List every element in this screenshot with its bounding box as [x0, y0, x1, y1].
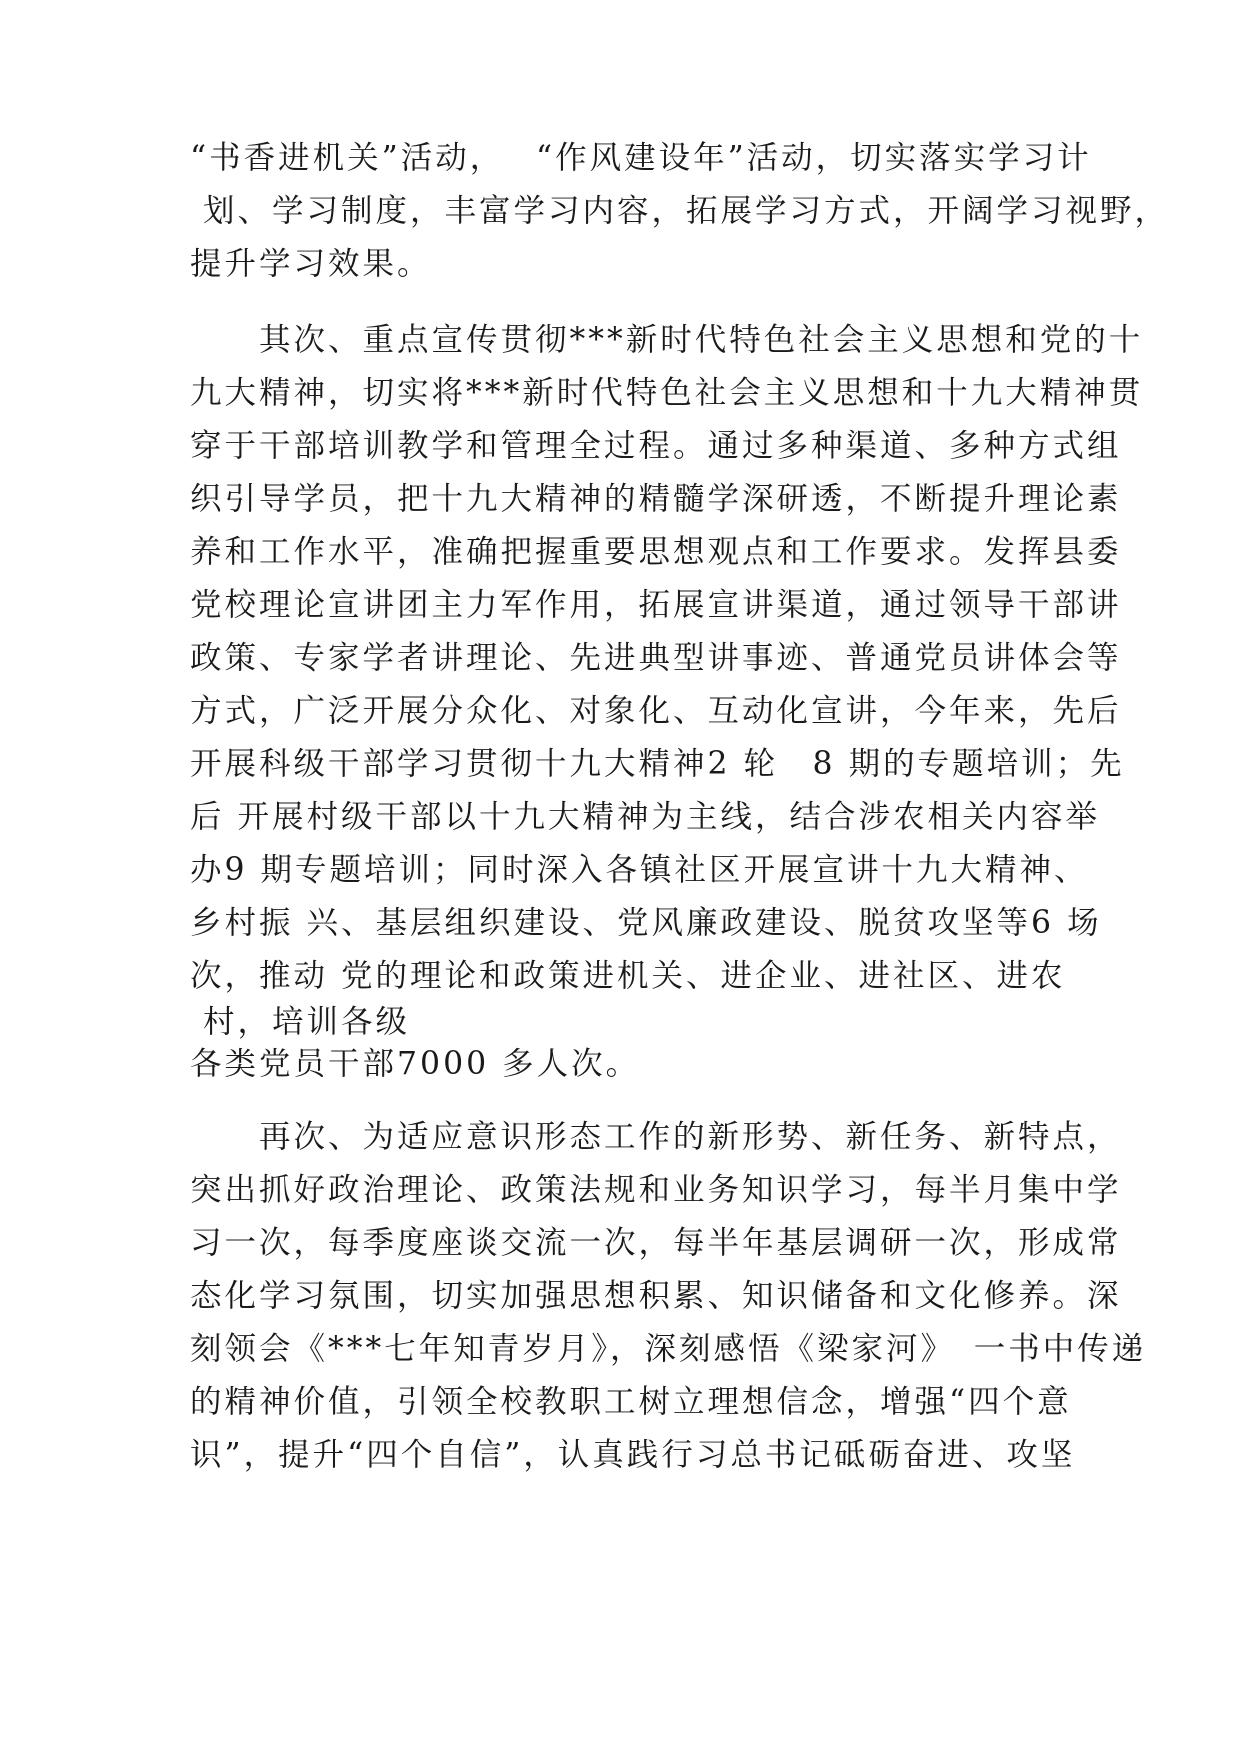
paragraph-2-line-14: 村，培训各级: [190, 1004, 411, 1040]
paragraph-2-line-10: 后 开展村级干部以十九大精神为主线，结合涉农相关内容举: [190, 799, 1101, 835]
paragraph-3-line-3: 习一次，每季度座谈交流一次，每半年基层调研一次，形成常: [190, 1225, 1122, 1261]
paragraph-2-line-4: 织引导学员，把十九大精神的精髓学深研透，不断提升理论素: [190, 481, 1122, 517]
paragraph-2-line-2: 九大精神，切实将***新时代特色社会主义思想和十九大精神贯: [190, 375, 1144, 411]
paragraph-2-line-3: 穿于干部培训教学和管理全过程。通过多种渠道、多种方式组: [190, 428, 1122, 464]
paragraph-3-line-5: 刻领会《***七年知青岁月》，深刻感悟《梁家河》 一书中传递: [190, 1331, 1147, 1367]
paragraph-3-line-4: 态化学习氛围，切实加强思想积累、知识储备和文化修养。深: [190, 1278, 1122, 1314]
paragraph-2-line-13: 次，推动 党的理论和政策进机关、进企业、进社区、进农: [190, 958, 1066, 994]
paragraph-1-line-2: 划、学习制度，丰富学习内容，拓展学习方式，开阔学习视野，: [190, 193, 1170, 229]
paragraph-3-line-7: 识”，提升“四个自信”，认真践行习总书记砥砺奋进、攻坚: [190, 1437, 1076, 1473]
paragraph-3-line-6: 的精神价值，引领全校教职工树立理想信念，增强“四个意: [190, 1384, 1072, 1420]
paragraph-2-line-7: 政策、专家学者讲理论、先进典型讲事迹、普通党员讲体会等: [190, 640, 1122, 676]
paragraph-2-line-15: 各类党员干部7000 多人次。: [190, 1046, 641, 1082]
paragraph-2-line-8: 方式，广泛开展分众化、对象化、互动化宣讲，今年来，先后: [190, 693, 1122, 729]
paragraph-2-line-6: 党校理论宣讲团主力军作用，拓展宣讲渠道，通过领导干部讲: [190, 587, 1122, 623]
paragraph-2-line-11: 办9 期专题培训；同时深入各镇社区开展宣讲十九大精神、: [190, 852, 1089, 888]
paragraph-3-line-2: 突出抓好政治理论、政策法规和业务知识学习，每半月集中学: [190, 1172, 1122, 1208]
paragraph-2-line-1: 其次、重点宣传贯彻***新时代特色社会主义思想和党的十: [190, 322, 1144, 358]
paragraph-3-line-1: 再次、为适应意识形态工作的新形势、新任务、新特点，: [190, 1119, 1122, 1155]
paragraph-1-line-1: “书香进机关”活动， “作风建设年”活动，切实落实学习计: [190, 140, 1092, 176]
paragraph-2-line-12: 乡村振 兴、基层组织建设、党风廉政建设、脱贫攻坚等6 场: [190, 905, 1102, 941]
paragraph-1-line-3: 提升学习效果。: [190, 246, 432, 282]
paragraph-2-line-5: 养和工作水平，准确把握重要思想观点和工作要求。发挥县委: [190, 534, 1122, 570]
paragraph-2-line-9: 开展科级干部学习贯彻十九大精神2 轮 8 期的专题培训；先: [190, 746, 1125, 782]
